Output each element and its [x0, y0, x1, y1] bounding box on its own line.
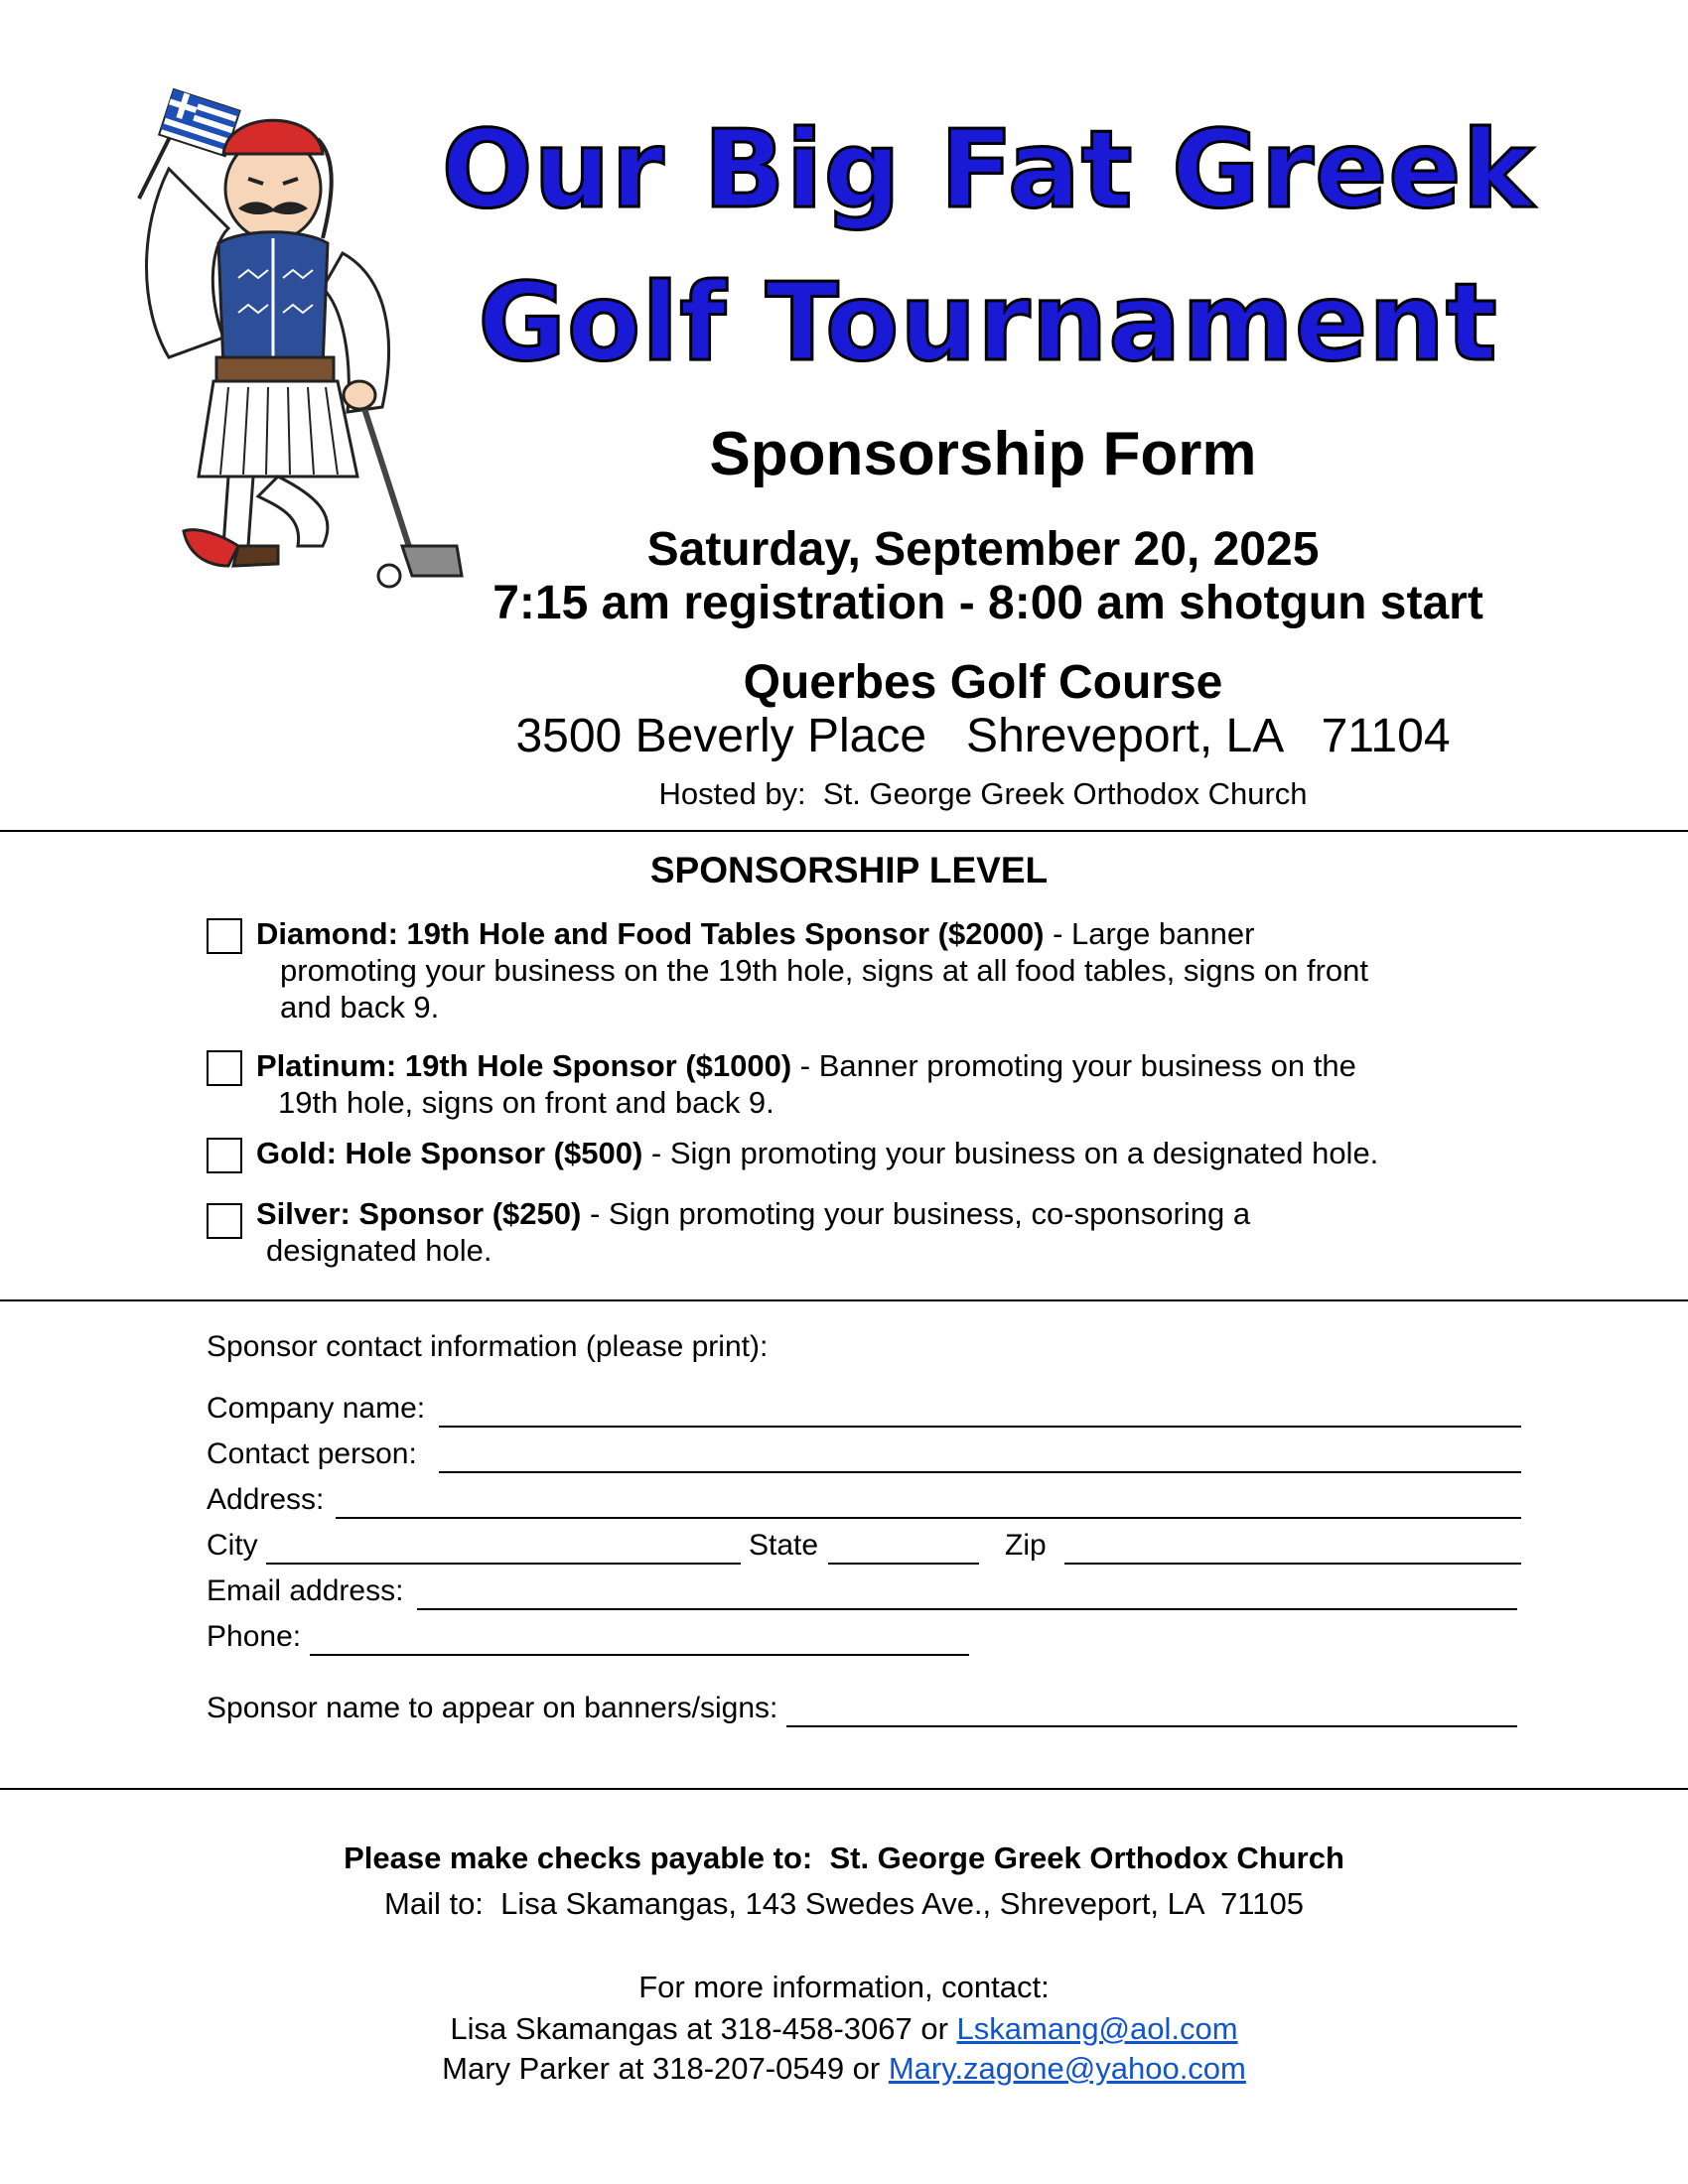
form-intro: Sponsor contact information (please print): — [207, 1330, 769, 1363]
city-label: City — [207, 1529, 258, 1562]
email-label: Email address: — [207, 1574, 404, 1607]
email-field[interactable] — [417, 1608, 1517, 1610]
divider — [0, 1788, 1688, 1790]
banner-name-field[interactable] — [786, 1725, 1517, 1727]
level-desc-cont: 19th hole, signs on front and back 9. — [278, 1085, 774, 1120]
payable-line — [0, 1841, 1688, 1876]
mail-to: Mail to: Lisa Skamangas, 143 Swedes Ave., Shreveport, LA 71105 — [384, 1886, 1304, 1921]
venue-name: Querbes Golf Course — [743, 656, 1223, 709]
level-desc: - Large banner — [1044, 916, 1255, 951]
contact-person-field[interactable] — [439, 1471, 1521, 1473]
lisa-email-link[interactable]: Lskamang@aol.com — [956, 2011, 1238, 2046]
gold-checkbox[interactable] — [207, 1138, 242, 1173]
title-line-2: Golf Tournament — [478, 261, 1498, 385]
level-name: Silver: Sponsor ($250) — [256, 1196, 582, 1231]
company-name-field[interactable] — [439, 1426, 1521, 1428]
title-line-1: Our Big Fat Greek — [441, 108, 1535, 232]
divider — [0, 830, 1688, 832]
level-name: Gold: Hole Sponsor ($500) — [256, 1136, 643, 1170]
phone-field[interactable] — [310, 1654, 969, 1656]
divider — [0, 1299, 1688, 1301]
level-name: Platinum: 19th Hole Sponsor ($1000) — [256, 1048, 792, 1083]
level-desc-cont: and back 9. — [280, 990, 440, 1024]
hosted-by: Hosted by: St. George Greek Orthodox Church — [658, 776, 1308, 811]
contact-row — [207, 1437, 1527, 1473]
address-label: Address: — [207, 1483, 325, 1516]
state-label: State — [749, 1529, 819, 1562]
banner-name-label: Sponsor name to appear on banners/signs: — [207, 1692, 778, 1724]
city-state-zip-row — [207, 1529, 1527, 1565]
zip-label: Zip — [1005, 1529, 1047, 1562]
event-date: Saturday, September 20, 2025 — [646, 523, 1320, 576]
more-info-heading: For more information, contact: — [638, 1970, 1050, 2004]
level-desc: - Banner promoting your business on the — [791, 1048, 1356, 1083]
payable-text: Please make checks payable to: St. George Greek Orthodox Church — [344, 1841, 1344, 1875]
phone-label: Phone: — [207, 1620, 302, 1653]
greek-golfer-mascot-icon — [129, 79, 487, 596]
diamond-checkbox[interactable] — [207, 918, 242, 954]
sponsorship-heading: SPONSORSHIP LEVEL — [649, 850, 1049, 890]
level-diamond — [207, 915, 1487, 1024]
level-desc-cont: promoting your business on the 19th hole, signs at all food tables, signs on front — [280, 953, 1369, 988]
contact-mary-text: Mary Parker at 318-207-0549 or — [442, 2051, 889, 2086]
event-time: 7:15 am registration - 8:00 am shotgun start — [492, 577, 1483, 629]
venue-address: 3500 Beverly Place Shreveport, LA 71104 — [515, 710, 1451, 762]
level-desc: - Sign promoting your business on a designated hole. — [642, 1136, 1379, 1170]
contact-form — [207, 1330, 1527, 1747]
level-silver — [207, 1195, 1487, 1269]
mary-email-link[interactable]: Mary.zagone@yahoo.com — [888, 2051, 1246, 2086]
level-platinum — [207, 1047, 1487, 1121]
email-row — [207, 1574, 1527, 1610]
address-row — [207, 1483, 1527, 1519]
banner-name-row — [207, 1692, 1527, 1727]
level-desc: - Sign promoting your business, co-sponsoring a — [581, 1196, 1251, 1231]
zip-field[interactable] — [1064, 1563, 1521, 1565]
contact-lisa-text: Lisa Skamangas at 318-458-3067 or — [450, 2011, 957, 2046]
contact-label: Contact person: — [207, 1437, 417, 1470]
level-name: Diamond: 19th Hole and Food Tables Sponsor ($2000) — [256, 916, 1045, 951]
address-field[interactable] — [336, 1517, 1521, 1519]
platinum-checkbox[interactable] — [207, 1050, 242, 1086]
silver-checkbox[interactable] — [207, 1203, 242, 1239]
form-subtitle: Sponsorship Form — [709, 420, 1257, 488]
company-label: Company name: — [207, 1392, 426, 1425]
state-field[interactable] — [828, 1563, 979, 1565]
contact-mary — [0, 2051, 1688, 2087]
phone-row — [207, 1620, 1527, 1656]
level-gold — [207, 1135, 1487, 1174]
contact-lisa — [0, 2011, 1688, 2047]
city-field[interactable] — [266, 1563, 741, 1565]
level-desc-cont: designated hole. — [266, 1233, 492, 1268]
company-row — [207, 1392, 1527, 1428]
